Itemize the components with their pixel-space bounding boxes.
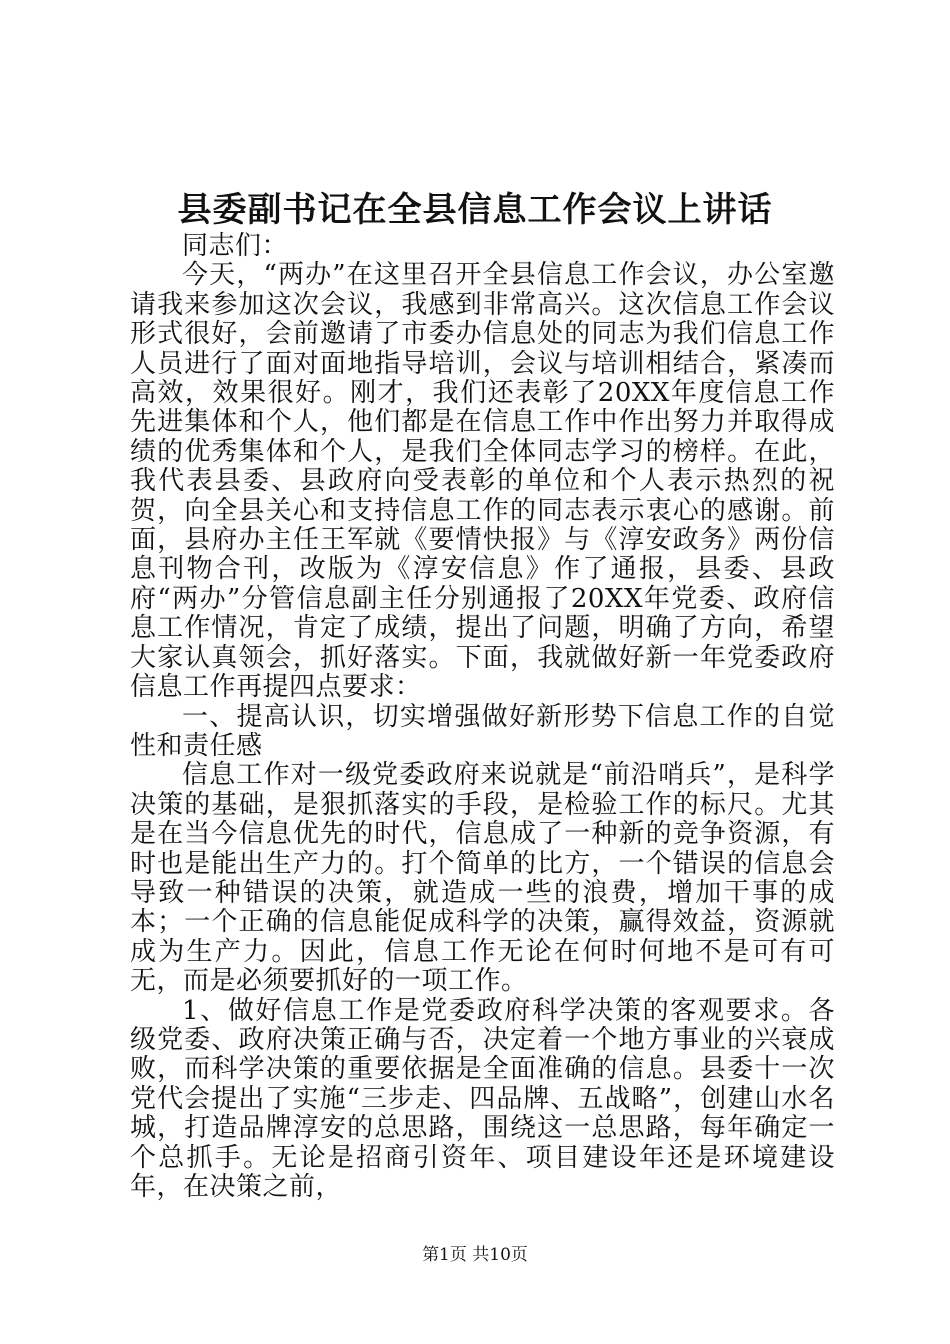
document-title: 县委副书记在全县信息工作会议上讲话	[177, 190, 773, 230]
paragraph-body: 信息工作对一级党委政府来说就是“前沿哨兵”，是科学决策的基础，是狠抓落实的手段，是检验工作的标尺。尤其是在当今信息优先的时代，信息成了一种新的竞争资源，有时也是能出生产力的。打个简单的比方，一个错误的信息会导致一种错误的决策，就造成一些的浪费，增加干事的成本；一个正确的信息能促成科学的决策，赢得效益，资源就成为生产力。因此，信息工作无论在何时何地不是可有可无，而是必须要抓好的一项工作。	[130, 760, 835, 997]
paragraph-point-1: 1、做好信息工作是党委政府科学决策的客观要求。各级党委、政府决策正确与否，决定着一个地方事业的兴衰成败，而科学决策的重要依据是全面准确的信息。县委十一次党代会提出了实施“三步走、四品牌、五战略”，创建山水名城，打造品牌淳安的总思路，围绕这一总思路，每年确定一个总抓手。无论是招商引资年、项目建设年还是环境建设年，在决策之前，	[130, 995, 835, 1202]
document-body	[130, 232, 835, 1202]
paragraph-salutation: 同志们：	[182, 231, 289, 261]
paragraph-opening: 今天，“两办”在这里召开全县信息工作会议，办公室邀请我来参加这次会议，我感到非常高兴。这次信息工作会议形式很好，会前邀请了市委办信息处的同志为我们信息工作人员进行了面对面地指导培训，会议与培训相结合，紧凑而高效，效果很好。刚才，我们还表彰了20XX年度信息工作先进集体和个人，他们都是在信息工作中作出努力并取得成绩的优秀集体和个人，是我们全体同志学习的榜样。在此，我代表县委、县政府向受表彰的单位和个人表示热烈的祝贺，向全县关心和支持信息工作的同志表示衷心的感谢。前面，县府办主任王军就《要情快报》与《淳安政务》两份信息刊物合刊，改版为《淳安信息》作了通报，县委、县政府“两办”分管信息副主任分别通报了20XX年党委、政府信息工作情况，肯定了成绩，提出了问题，明确了方向，希望大家认真领会，抓好落实。下面，我就做好新一年党委政府信息工作再提四点要求：	[130, 260, 835, 703]
paragraph-section-heading: 一、提高认识，切实增强做好新形势下信息工作的自觉性和责任感	[130, 701, 835, 761]
page-footer: 第1页 共10页	[422, 1245, 528, 1265]
